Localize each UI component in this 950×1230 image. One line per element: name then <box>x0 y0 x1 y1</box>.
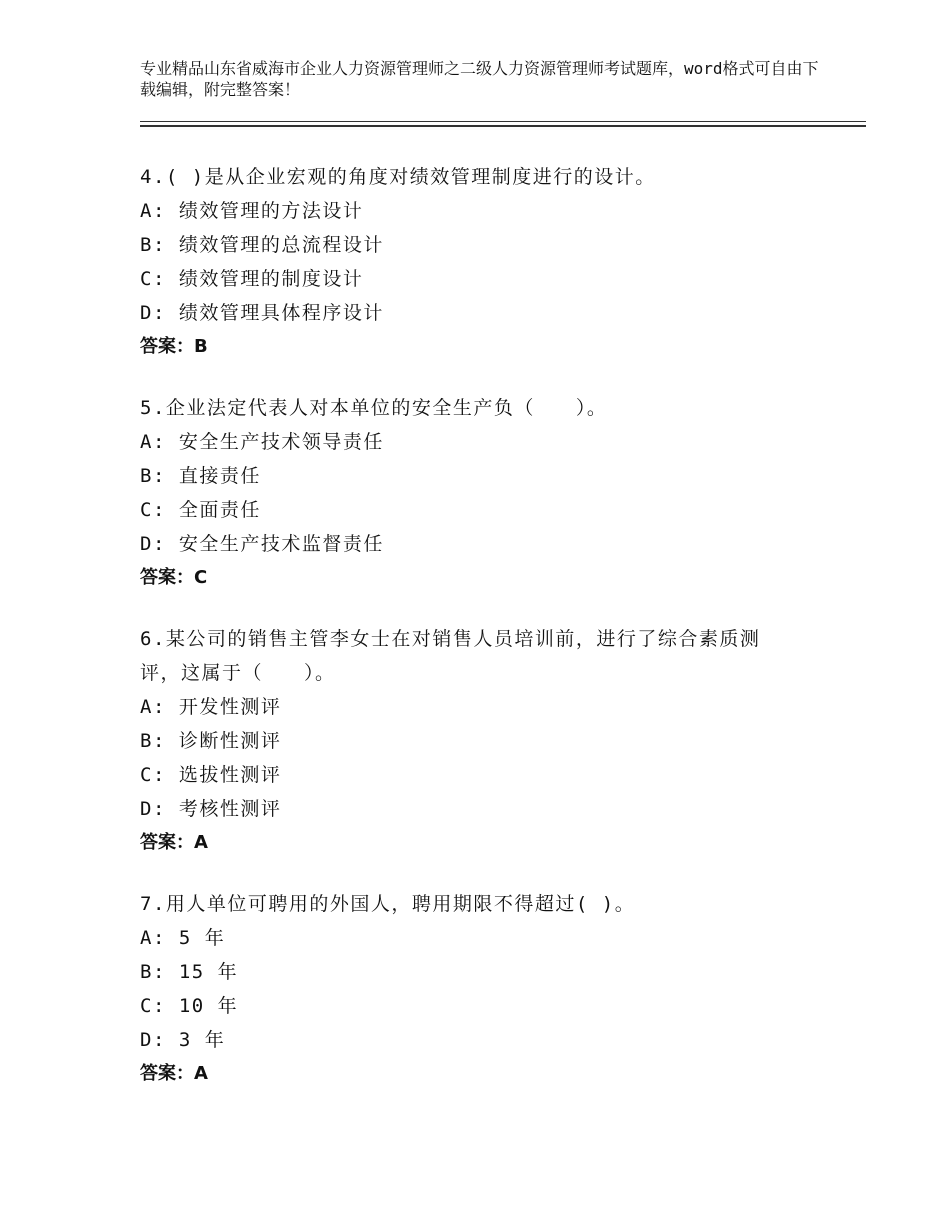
option-b: B: 绩效管理的总流程设计 <box>140 234 384 256</box>
option-a: A: 5 年 <box>140 927 226 949</box>
option-c: C: 选拔性测评 <box>140 764 282 786</box>
option-a: A: 安全生产技术领导责任 <box>140 431 384 453</box>
option-c: C: 10 年 <box>140 995 239 1017</box>
option-c: C: 绩效管理的制度设计 <box>140 268 364 290</box>
option-b: B: 直接责任 <box>140 465 261 487</box>
option-d: D: 安全生产技术监督责任 <box>140 533 384 555</box>
question-stem: 6.某公司的销售主管李女士在对销售人员培训前，进行了综合素质测 <box>140 628 761 650</box>
question-6 <box>140 622 840 860</box>
option-d: D: 考核性测评 <box>140 798 282 820</box>
question-stem-continued: 评，这属于（ ）。 <box>140 662 336 684</box>
question-4 <box>140 160 840 364</box>
answer-label: 答案：A <box>140 832 208 853</box>
option-b: B: 诊断性测评 <box>140 730 282 752</box>
question-7 <box>140 887 840 1091</box>
question-stem: 7.用人单位可聘用的外国人，聘用期限不得超过( )。 <box>140 893 636 915</box>
header-divider-thin <box>140 121 866 122</box>
header-divider-thick <box>140 125 866 127</box>
question-stem: 5.企业法定代表人对本单位的安全生产负（ ）。 <box>140 397 608 419</box>
answer-label: 答案：B <box>140 336 208 357</box>
option-b: B: 15 年 <box>140 961 239 983</box>
answer-label: 答案：C <box>140 567 208 588</box>
option-c: C: 全面责任 <box>140 499 261 521</box>
option-d: D: 3 年 <box>140 1029 226 1051</box>
document-header: 专业精品山东省威海市企业人力资源管理师之二级人力资源管理师考试题库，word格式可自由下载编辑，附完整答案！ <box>140 59 819 99</box>
option-a: A: 绩效管理的方法设计 <box>140 200 364 222</box>
option-a: A: 开发性测评 <box>140 696 282 718</box>
answer-label: 答案：A <box>140 1063 208 1084</box>
question-5 <box>140 391 840 595</box>
question-stem: 4.( )是从企业宏观的角度对绩效管理制度进行的设计。 <box>140 166 656 188</box>
option-d: D: 绩效管理具体程序设计 <box>140 302 384 324</box>
question-list <box>140 160 840 1118</box>
